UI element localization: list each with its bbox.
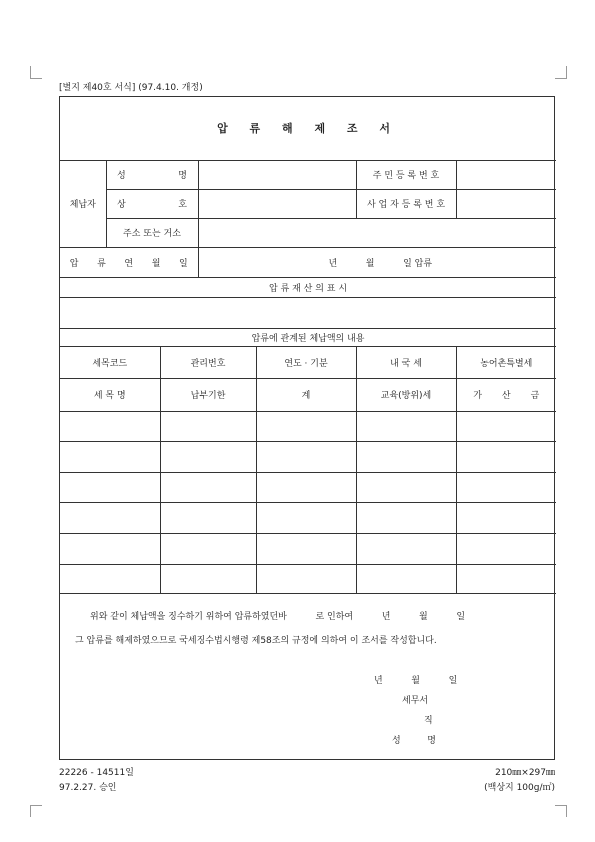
table-cell[interactable] bbox=[356, 533, 456, 564]
arrears-label: 압류에 관계된 체납액의 내용 bbox=[60, 328, 556, 346]
seizure-date-label: 압 류 연 월 일 bbox=[60, 247, 198, 277]
name-field[interactable] bbox=[198, 160, 356, 189]
table-row bbox=[60, 411, 556, 441]
signature-date: 년 월 일 bbox=[374, 676, 458, 686]
table-cell[interactable] bbox=[60, 533, 160, 564]
table-cell[interactable] bbox=[60, 564, 160, 593]
crop-mark-bottom-left-v bbox=[30, 805, 31, 817]
col-rural-special-tax: 농어촌특별세 bbox=[456, 346, 556, 378]
footer-paper-type: (백상지 100g/㎡) bbox=[484, 783, 555, 793]
table-cell[interactable] bbox=[356, 472, 456, 502]
taxpayer-label: 체납자 bbox=[60, 160, 106, 247]
table-cell[interactable] bbox=[356, 441, 456, 472]
table-cell[interactable] bbox=[160, 502, 256, 533]
col-additional-charge: 가 산 금 bbox=[456, 378, 556, 411]
table-row bbox=[60, 502, 556, 533]
seizure-release-form bbox=[59, 96, 555, 760]
col-tax-code: 세목코드 bbox=[60, 346, 160, 378]
table-cell[interactable] bbox=[356, 411, 456, 441]
resident-no-field[interactable] bbox=[456, 160, 556, 189]
property-field[interactable] bbox=[60, 297, 556, 328]
form-title: 압 류 해 제 조 서 bbox=[60, 97, 556, 160]
property-label: 압 류 재 산 의 표 시 bbox=[60, 277, 556, 297]
form-table bbox=[60, 97, 556, 594]
footer-code: 22226 - 14511일 bbox=[59, 768, 134, 778]
table-cell[interactable] bbox=[356, 564, 456, 593]
table-row bbox=[60, 533, 556, 564]
table-cell[interactable] bbox=[256, 441, 356, 472]
table-cell[interactable] bbox=[456, 441, 556, 472]
table-row bbox=[60, 564, 556, 593]
table-cell[interactable] bbox=[256, 533, 356, 564]
signature-tax-office: 세무서 bbox=[402, 696, 429, 706]
col-year-period: 연도 · 기분 bbox=[256, 346, 356, 378]
table-cell[interactable] bbox=[160, 441, 256, 472]
col-tax-name: 세 목 명 bbox=[60, 378, 160, 411]
seizure-date-field[interactable]: 년 월 일 압류 bbox=[198, 247, 556, 277]
col-national-tax: 내 국 세 bbox=[356, 346, 456, 378]
table-cell[interactable] bbox=[160, 564, 256, 593]
col-education-tax: 교육(방위)세 bbox=[356, 378, 456, 411]
company-field[interactable] bbox=[198, 189, 356, 218]
crop-mark-top-right-v bbox=[566, 66, 567, 78]
table-row bbox=[60, 441, 556, 472]
resident-no-label: 주 민 등 록 번 호 bbox=[356, 160, 456, 189]
table-cell[interactable] bbox=[160, 533, 256, 564]
address-field[interactable] bbox=[198, 218, 556, 247]
statement-line-1: 위와 같이 체납액을 징수하기 위하여 압류하였던바 로 인하여 년 월 일 bbox=[90, 612, 466, 622]
statement-line-2: 그 압류를 해제하였으므로 국세징수법시행령 제58조의 규정에 의하여 이 조서를 작성합니다. bbox=[75, 636, 437, 646]
col-management-no: 관리번호 bbox=[160, 346, 256, 378]
table-cell[interactable] bbox=[456, 564, 556, 593]
table-cell[interactable] bbox=[456, 502, 556, 533]
table-cell[interactable] bbox=[160, 472, 256, 502]
crop-mark-top-left-h bbox=[30, 78, 42, 79]
table-cell[interactable] bbox=[160, 411, 256, 441]
signature-position: 직 bbox=[424, 716, 433, 726]
table-cell[interactable] bbox=[60, 502, 160, 533]
footer-approval: 97.2.27. 승인 bbox=[59, 783, 117, 793]
table-cell[interactable] bbox=[456, 472, 556, 502]
form-header-note: [별지 제40호 서식] (97.4.10. 개정) bbox=[59, 83, 203, 93]
table-cell[interactable] bbox=[60, 411, 160, 441]
footer-paper-size: 210㎜×297㎜ bbox=[495, 768, 555, 778]
table-cell[interactable] bbox=[356, 502, 456, 533]
table-cell[interactable] bbox=[456, 533, 556, 564]
crop-mark-bottom-left-h bbox=[30, 805, 42, 806]
company-label: 상 호 bbox=[106, 189, 198, 218]
crop-mark-top-right-h bbox=[555, 78, 567, 79]
business-no-field[interactable] bbox=[456, 189, 556, 218]
address-label: 주소 또는 거소 bbox=[106, 218, 198, 247]
table-cell[interactable] bbox=[60, 472, 160, 502]
col-due-date: 납부기한 bbox=[160, 378, 256, 411]
name-label: 성 명 bbox=[106, 160, 198, 189]
signature-name: 성 명 bbox=[392, 736, 436, 746]
table-cell[interactable] bbox=[256, 472, 356, 502]
table-row bbox=[60, 472, 556, 502]
crop-mark-bottom-right-v bbox=[566, 805, 567, 817]
table-cell[interactable] bbox=[256, 564, 356, 593]
col-total: 계 bbox=[256, 378, 356, 411]
table-cell[interactable] bbox=[456, 411, 556, 441]
table-cell[interactable] bbox=[256, 502, 356, 533]
crop-mark-top-left-v bbox=[30, 66, 31, 78]
table-cell[interactable] bbox=[256, 411, 356, 441]
table-cell[interactable] bbox=[60, 441, 160, 472]
business-no-label: 사 업 자 등 록 번 호 bbox=[356, 189, 456, 218]
